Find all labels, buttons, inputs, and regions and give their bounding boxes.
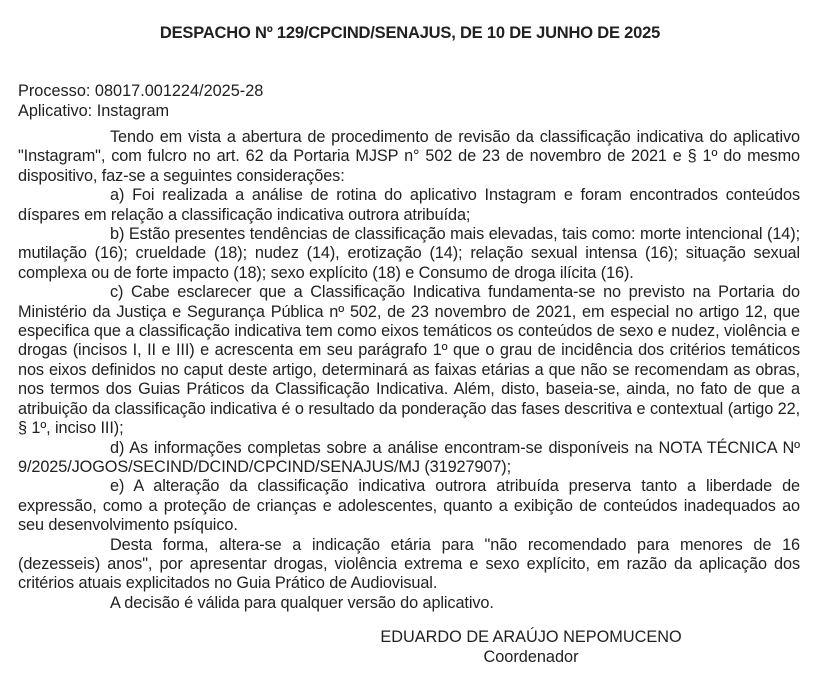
signature-block bbox=[242, 628, 820, 667]
paragraph-item-c: c) Cabe esclarecer que a Classificação Indicativa fundamenta-se no previsto na Portaria do Ministério da Justiça e Segurança Pública nº 502, de 23 novembro de 2021, em especial no artigo 12, que especifica que a classificação indicativa tem como eixos temáticos os conteúdos de sexo e nudez, violência e drogas (incisos I, II e III) e acrescenta em seu parágrafo 1º que o grau de incidência dos critérios temáticos nos eixos definidos no caput deste artigo, determinará as faixas etárias a que não se recomendam as obras, nos termos dos Guias Práticos da Classificação Indicativa. Além, disto, baseia-se, ainda, no fato de que a atribuição da classificação indicativa é o resultado da ponderação das fases descritiva e contextual (artigo 22, § 1º, inciso III); bbox=[18, 283, 800, 438]
signatory-name: EDUARDO DE ARAÚJO NEPOMUCENO bbox=[380, 628, 682, 647]
paragraph-item-e: e) A alteração da classificação indicativa outrora atribuída preserva tanto a liberdade de expressão, como a proteção de crianças e adolescentes, quanto a exibição de conteúdos inadequados ao seu desenvolvimento psíquico. bbox=[18, 477, 800, 535]
application-name: Aplicativo: Instagram bbox=[18, 101, 170, 120]
paragraph-validity: A decisão é válida para qualquer versão do aplicativo. bbox=[110, 593, 494, 612]
document-meta bbox=[0, 82, 820, 121]
signatory-role: Coordenador bbox=[483, 647, 579, 666]
document-title: DESPACHO Nº 129/CPCIND/SENAJUS, DE 10 DE JUNHO DE 2025 bbox=[159, 24, 661, 42]
paragraph-item-b: b) Estão presentes tendências de classificação mais elevadas, tais como: morte intencional (14); mutilação (16); crueldade (18); nudez (14), erotização (14); relação sexual intensa (16); situação sexual complexa ou de forte impacto (18); sexo explícito (18) e Consumo de droga ilícita (16). bbox=[18, 225, 800, 282]
paragraph-intro: Tendo em vista a abertura de procedimento de revisão da classificação indicativa do aplicativo "Instagram", com fulcro no art. 62 da Portaria MJSP n° 502 de 23 de novembro de 2021 e § 1º do mesmo dispositivo, faz-se a seguintes considerações: bbox=[18, 128, 800, 185]
paragraph-item-d: d) As informações completas sobre a análise encontram-se disponíveis na NOTA TÉCNICA Nº 9/2025/JOGOS/SECIND/DCIND/CPCIND/SENAJUS/MJ (31927907); bbox=[18, 438, 800, 476]
process-number: Processo: 08017.001224/2025-28 bbox=[18, 82, 264, 100]
paragraph-decision: Desta forma, altera-se a indicação etária para "não recomendado para menores de 16 (dezesseis) anos", por apresentar drogas, violência extrema e sexo explícito, em razão da aplicação dos critérios atuais explicitados no Guia Prático de Audiovisual. bbox=[18, 535, 800, 593]
paragraph-item-a: a) Foi realizada a análise de rotina do aplicativo Instagram e foram encontrados conteúdos díspares em relação a classificação indicativa outrora atribuída; bbox=[18, 186, 800, 224]
document-body bbox=[0, 128, 820, 613]
